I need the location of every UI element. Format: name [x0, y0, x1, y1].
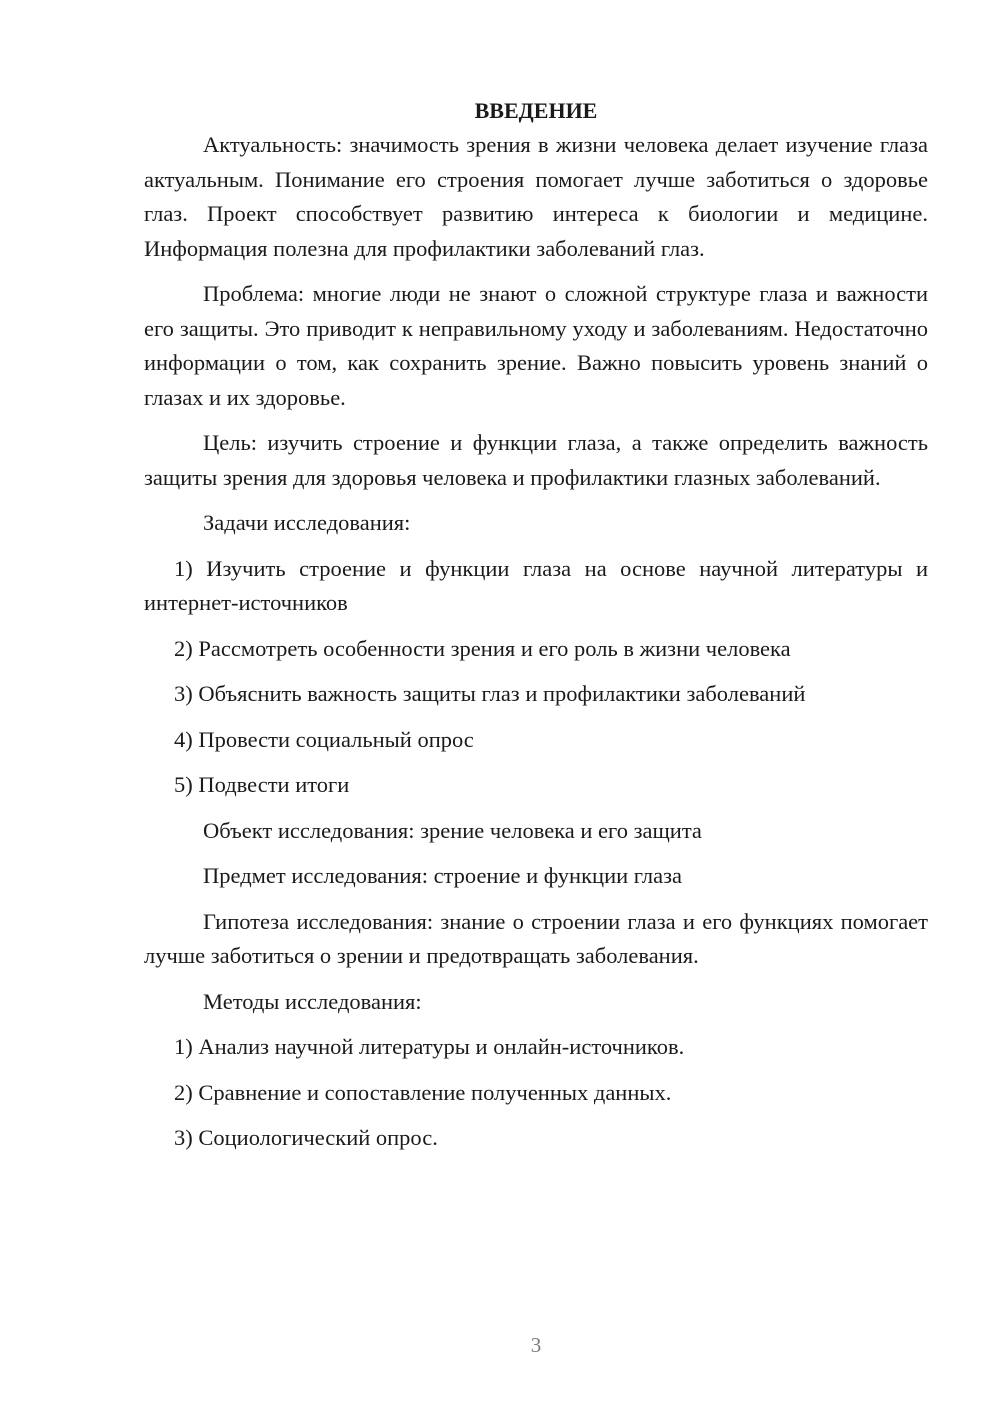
relevance-paragraph: Актуальность: значимость зрения в жизни человека делает изучение глаза актуальным. Понимание его строения помогает лучше заботиться о здоровье глаз. Проект способствует развитию интереса к биологии и медицине. Информация полезна для профилактики заболеваний глаз. — [144, 132, 928, 261]
methods-heading: Методы исследования: — [203, 988, 422, 1014]
object-paragraph: Объект исследования: зрение человека и его защита — [203, 817, 702, 843]
task-item-2: 2) Рассмотреть особенности зрения и его роль в жизни человека — [174, 635, 791, 661]
document-page — [144, 94, 928, 1167]
method-item-3: 3) Социологический опрос. — [174, 1125, 438, 1150]
method-item-2: 2) Сравнение и сопоставление полученных данных. — [174, 1079, 672, 1105]
subject-paragraph: Предмет исследования: строение и функции глаза — [203, 863, 682, 888]
hypothesis-paragraph: Гипотеза исследования: знание о строении глаза и его функциях помогает лучше заботиться о зрении и предотвращать заболевания. — [144, 908, 928, 968]
goal-paragraph: Цель: изучить строение и функции глаза, а также определить важность защиты зрения для здоровья человека и профилактики глазных заболеваний. — [144, 430, 928, 490]
task-item-1: 1) Изучить строение и функции глаза на основе научной литературы и интернет-источников — [144, 555, 928, 615]
page-number: 3 — [530, 1333, 542, 1357]
task-item-5: 5) Подвести итоги — [174, 772, 350, 797]
method-item-1: 1) Анализ научной литературы и онлайн-источников. — [174, 1034, 685, 1059]
document-title: ВВЕДЕНИЕ — [474, 98, 598, 123]
task-item-3: 3) Объяснить важность защиты глаз и профилактики заболеваний — [174, 681, 806, 706]
task-item-4: 4) Провести социальный опрос — [174, 726, 474, 752]
tasks-heading: Задачи исследования: — [203, 510, 411, 535]
problem-paragraph: Проблема: многие люди не знают о сложной структуре глаза и важности его защиты. Это приводит к неправильному уходу и заболеваниям. Недостаточно информации о том, как сохранить зрение. Важно повысить уровень знаний о глазах и их здоровье. — [144, 281, 928, 410]
